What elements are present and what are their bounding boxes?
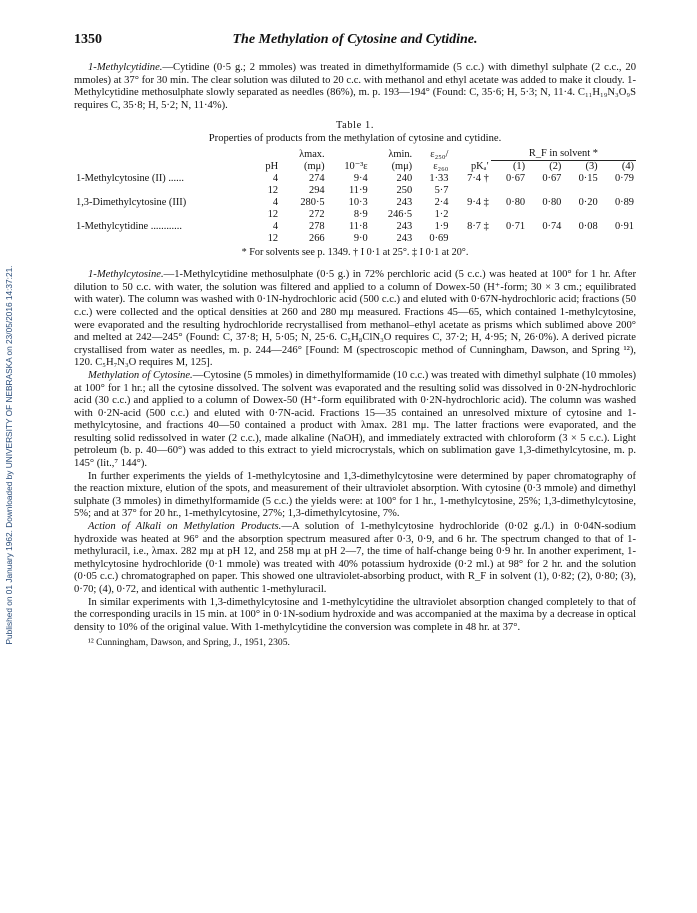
cell-lambda-min: 243 bbox=[396, 196, 413, 208]
cell-epsilon: 10·3 bbox=[348, 196, 368, 208]
cell-rf-3 bbox=[563, 185, 599, 197]
paragraph-text: —A solution of 1-methylcytosine hydrochloride (0·02 g./l.) in 0·04N-sodium hydroxide was heated at 96° and the absorption spectrum measured after 0·3, 0·9, and 6 hr. The spectrum changed to that of 1-methyluracil, i.e., λmax. 282 mμ at pH 12, and 258 mμ at pH 2—7, the time of half-change being 0·9 hr. In another experiment, 1-methylcytosine hydrochloride (0·1 mmole) was treated with 40% potassium hydroxide (0·2 ml.) at 98° for 2 hr. and the solution (0·05 c.c.) chromatographed on paper. This showed one ultraviolet-absorbing product, with R_F in solvent (1), 0·82; (2), 0·80; (3), 0·70; (4), 0·72, and identical with authentic 1-methyluracil. bbox=[74, 521, 636, 595]
cell-rf-4 bbox=[600, 209, 636, 221]
cell-rf-2: 0·67 bbox=[542, 172, 562, 184]
section-lead: 1-Methylcytidine. bbox=[88, 62, 163, 73]
header-rf-2: (2) bbox=[549, 160, 562, 172]
header-lambda-max-label: λmax. bbox=[299, 148, 325, 160]
sidebar-note-text: Published on 01 January 1962. Downloaded by UNIVERSITY OF NEBRASKA on 23/05/2016 14:37:21. bbox=[4, 265, 14, 645]
cell-lambda-min: 240 bbox=[396, 172, 413, 184]
cell-rf-3: 0·08 bbox=[578, 220, 598, 232]
cell-ratio: 1·9 bbox=[434, 220, 449, 232]
cell-rf-3 bbox=[563, 209, 599, 221]
cell-compound bbox=[74, 209, 254, 221]
paragraph-text: —1-Methylcytidine methosulphate (0·5 g.) in 72% perchloric acid (5 c.c.) was heated at 100° for 1 hr. After dilution to 50 c.c. with water, the solution was filtered and applied to a column of Dowex-50 (H⁺-form; 30 × 3 cm.; equilibrated with water). The column was washed with 0·1N-hydrochloric acid (500 c.c.) and eluted with 0·67N-hydrochloric acid; fractions (50 c.c.) were collected and the optical densities at 260 and 280 mμ measured. Fractions 45—65, which contained 1-methylcytosine, were evaporated and the resulting hydrochloride recrystallised from methanol–ethyl acetate as prisms which sublimed above 200° and melted at 242—245° (Found: C, 37·8; H, 5·05; N, 25·6. C₅H₈ClN₃O requires C, 37·2; H, 4·95; N, 26·0%). A derived picrate crystallised from water as needles, m. p. 244—246° [Found: M (spectroscopic method of Cunningham, Dawson, and Spring ¹²), 120. C₅H₇N₃O requires M, 125]. bbox=[74, 269, 636, 369]
cell-rf-1 bbox=[491, 209, 527, 221]
header-lambda-min-label: λmin. bbox=[388, 148, 413, 160]
cell-lambda-max: 294 bbox=[309, 184, 325, 196]
cell-pka: 9·4 ‡ bbox=[467, 196, 489, 208]
cell-pka: 7·4 † bbox=[467, 172, 489, 184]
cell-ratio: 1·33 bbox=[429, 172, 449, 184]
cell-rf-4: 0·79 bbox=[614, 172, 634, 184]
page-number: 1350 bbox=[74, 32, 102, 47]
cell-lambda-max: 266 bbox=[309, 232, 325, 244]
paragraph-methylcytosine bbox=[74, 269, 636, 370]
reference-footnote: ¹² Cunningham, Dawson, and Spring, J., 1951, 2305. bbox=[88, 637, 290, 649]
header-lambda-min-unit: (mμ) bbox=[391, 160, 413, 172]
article-body bbox=[74, 34, 636, 650]
cell-rf-2: 0·80 bbox=[542, 196, 562, 208]
paragraph-text: —Cytosine (5 mmoles) in dimethylformamide (10 c.c.) was treated with dimethyl sulphate (10 mmoles) at 100° for 1 hr.; all the cytosine dissolved. The solvent was evaporated and the resulting solid was dissolved in 0·2N-hydrochloric acid (30 c.c.) and applied to a column of Dowex-50 (H⁺-form equilibrated with 0·2N-hydrochloric acid). The column was washed with 0·2N-acid (500 c.c.) and eluted with 0·7N-acid. Fractions 15—35 contained an unresolved mixture of cytosine and 1-methylcytosine, and fractions 40—50 contained a product with λmax. 281 mμ. The latter fractions were evaporated, and the resulting solid redissolved in water (2 c.c.), made alkaline (NaOH), and immediately extracted with chloroform (3 × 5 c.c.). Light petroleum (b. p. 40—60°) was added to this extract to yield microcrystals, which on sublimation gave 1,3-dimethylcytosine, m. p. 145° (lit.,⁷ 144°). bbox=[74, 369, 637, 470]
cell-rf-4: 0·89 bbox=[614, 196, 634, 208]
header-compound bbox=[74, 148, 254, 173]
running-title: The Methylation of Cytosine and Cytidine. bbox=[232, 32, 478, 47]
cell-epsilon: 11·8 bbox=[349, 220, 368, 232]
cell-lambda-max: 278 bbox=[309, 220, 325, 232]
cell-rf-3 bbox=[563, 233, 599, 245]
table-header-row bbox=[74, 148, 636, 161]
cell-rf-4 bbox=[600, 185, 636, 197]
table-row bbox=[74, 209, 636, 221]
section-lead: 1-Methylcytosine. bbox=[88, 269, 164, 281]
table-footnote: * For solvents see p. 1349. † I 0·1 at 25°. ‡ I 0·1 at 20°. bbox=[241, 246, 469, 258]
cell-ratio: 2·4 bbox=[434, 196, 449, 208]
cell-rf-3: 0·15 bbox=[578, 172, 598, 184]
cell-compound: 1-Methylcytidine ............ bbox=[76, 220, 182, 232]
header-ratio bbox=[414, 148, 450, 173]
cell-ph: 4 bbox=[272, 196, 279, 208]
header-rf-3: (3) bbox=[585, 160, 598, 172]
cell-rf-4 bbox=[600, 233, 636, 245]
cell-ph: 12 bbox=[267, 184, 279, 196]
cell-rf-1: 0·71 bbox=[506, 220, 526, 232]
cell-rf-1 bbox=[491, 233, 527, 245]
table-row bbox=[74, 173, 636, 185]
cell-ph: 12 bbox=[267, 208, 279, 220]
cell-lambda-min: 250 bbox=[396, 184, 413, 196]
paragraph-methylation-of-cytosine bbox=[74, 370, 636, 471]
header-rf-group: R_F in solvent * bbox=[491, 148, 636, 161]
cell-rf-1 bbox=[491, 185, 527, 197]
cell-lambda-max: 272 bbox=[309, 208, 325, 220]
cell-ratio: 1·2 bbox=[434, 208, 449, 220]
cell-pka bbox=[450, 233, 490, 245]
cell-rf-2: 0·74 bbox=[542, 220, 562, 232]
cell-compound bbox=[74, 233, 254, 245]
cell-pka bbox=[450, 185, 490, 197]
paragraph-yields: In further experiments the yields of 1-methylcytosine and 1,3-dimethylcytosine were determined by paper chromatography of the reaction mixture, elution of the spots, and measurement of their ultraviolet absorption. With cytosine (0·3 mmole) and dimethyl sulphate (3 mmoles) in dimethylformamide (5 c.c.) the yields were: at 100° for 1 hr., 1-methylcytosine, 25%; 1,3-dimethylcytosine, 5%; and at 37° for 20 hr., 1-methylcytosine, 27%; 1,3-dimethylcytosine, 7%. bbox=[74, 470, 636, 520]
cell-compound bbox=[74, 185, 254, 197]
header-rf-1: (1) bbox=[512, 160, 526, 172]
cell-pka bbox=[450, 209, 490, 221]
header-pka: pKₐ′ bbox=[470, 160, 489, 172]
header-ratio-top: ε₂₅₀/ bbox=[430, 148, 449, 160]
table-row bbox=[74, 233, 636, 245]
cell-ph: 4 bbox=[272, 220, 279, 232]
cell-rf-1: 0·67 bbox=[506, 172, 526, 184]
cell-epsilon: 11·9 bbox=[349, 184, 368, 196]
section-lead: Methylation of Cytosine. bbox=[88, 369, 193, 381]
header-ratio-bottom: ε₂₆₀ bbox=[433, 160, 449, 172]
table-caption: Properties of products from the methylation of cytosine and cytidine. bbox=[208, 132, 502, 144]
page-header bbox=[74, 34, 636, 56]
cell-ph: 4 bbox=[272, 172, 279, 184]
cell-compound: 1,3-Dimethylcytosine (III) bbox=[76, 196, 187, 208]
cell-pka: 8·7 ‡ bbox=[467, 220, 489, 232]
cell-compound: 1-Methylcytosine (II) ...... bbox=[76, 172, 184, 184]
cell-rf-2 bbox=[527, 185, 563, 197]
publication-sidebar-note bbox=[2, 110, 16, 800]
cell-epsilon: 9·0 bbox=[353, 232, 368, 244]
section-lead: Action of Alkali on Methylation Products. bbox=[88, 521, 282, 533]
cell-rf-2 bbox=[527, 209, 563, 221]
table-label: Table 1. bbox=[335, 120, 375, 132]
paragraph-action-of-alkali bbox=[74, 521, 636, 597]
properties-table bbox=[74, 148, 636, 245]
header-lambda-min bbox=[370, 148, 414, 173]
cell-rf-3: 0·20 bbox=[578, 196, 598, 208]
cell-ph: 12 bbox=[267, 232, 279, 244]
cell-ratio: 5·7 bbox=[434, 184, 449, 196]
paragraph-text: —Cytidine (0·5 g.; 2 mmoles) was treated in dimethylformamide (5 c.c.) with dimethyl sulphate (2 c.c., 20 mmoles) at 37° for 30 min. The clear solution was diluted to 20 c.c. with methanol and ethyl acetate was added to make it cloudy. 1-Methylcytidine methosulphate slowly separated as needles (86%), m. p. 193—194° (Found: C, 35·6; H, 5·3; N, 11·4. C₁₁H₁₉N₃O₉S requires C, 35·8; H, 5·2; N, 11·4%). bbox=[74, 62, 636, 111]
header-rf-4: (4) bbox=[621, 160, 634, 172]
table-row bbox=[74, 197, 636, 209]
header-lambda-max-unit: (mμ) bbox=[304, 160, 325, 172]
header-epsilon: 10⁻³ε bbox=[344, 160, 368, 172]
cell-lambda-max: 280·5 bbox=[300, 196, 325, 208]
table-row bbox=[74, 185, 636, 197]
cell-epsilon: 9·4 bbox=[353, 172, 368, 184]
paragraph-methylcytidine bbox=[74, 62, 636, 112]
header-ph: pH bbox=[265, 160, 279, 172]
cell-ratio: 0·69 bbox=[429, 232, 449, 244]
cell-lambda-min: 243 bbox=[396, 232, 413, 244]
cell-lambda-min: 246·5 bbox=[387, 208, 413, 220]
paragraph-similar-experiments: In similar experiments with 1,3-dimethylcytosine and 1-methylcytidine the ultraviolet absorption changed completely to that of the corresponding uracils in 15 min. at 100° in 0·1N-sodium hydroxide and was accompanied at the maxima by a decrease in optical density to 10% of the original value. With 1-methylcytidine the conversion was complete in 48 hr. at 37°. bbox=[74, 596, 637, 633]
header-lambda-max bbox=[280, 148, 326, 173]
cell-rf-4: 0·91 bbox=[614, 220, 634, 232]
cell-rf-2 bbox=[527, 233, 563, 245]
cell-lambda-max: 274 bbox=[309, 172, 325, 184]
cell-epsilon: 8·9 bbox=[353, 208, 368, 220]
cell-lambda-min: 243 bbox=[396, 220, 413, 232]
cell-rf-1: 0·80 bbox=[506, 196, 526, 208]
table-row bbox=[74, 221, 636, 233]
